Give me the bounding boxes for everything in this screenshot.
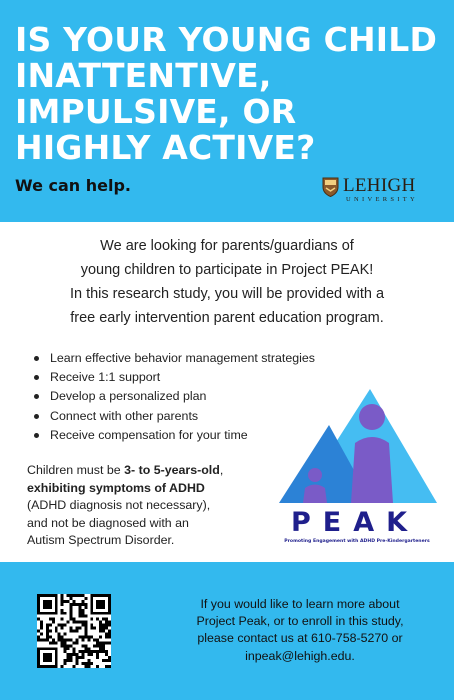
contact-email[interactable]: inpeak@lehigh.edu.	[245, 648, 355, 663]
lehigh-logo-subtitle: UNIVERSITY	[346, 196, 418, 203]
eligibility-prefix: Children must be	[27, 463, 125, 477]
contact-line: If you would like to learn more about	[200, 597, 400, 611]
headline-line: IS YOUR YOUNG CHILD	[15, 20, 438, 59]
qr-code-icon[interactable]	[37, 594, 111, 668]
benefits-list	[32, 349, 315, 445]
peak-tagline: Promoting Engagement with ADHD Pre-Kindergarteners	[284, 539, 430, 544]
headline-line: HIGHLY ACTIVE?	[15, 128, 316, 167]
child-figure-head	[308, 468, 322, 482]
lehigh-shield-icon	[322, 177, 339, 197]
contact-text	[160, 596, 440, 665]
lehigh-logo-name: LEHIGH	[343, 175, 416, 196]
eligibility-line: and not be diagnosed with an	[27, 515, 189, 530]
peak-logo	[277, 385, 437, 555]
eligibility-text	[27, 462, 267, 550]
eligibility-age: 3- to 5-years-old	[124, 463, 220, 477]
list-item: Receive compensation for your time	[32, 426, 315, 445]
intro-text	[0, 234, 454, 330]
list-item: Learn effective behavior management strategies	[32, 349, 315, 368]
eligibility-line	[27, 462, 267, 480]
intro-line: In this research study, you will be provided with a	[69, 286, 385, 302]
parent-figure-head	[359, 404, 385, 430]
headline	[15, 20, 438, 167]
contact-line: Project Peak, or to enroll in this study,	[196, 614, 404, 629]
eligibility-line: (ADHD diagnosis not necessary),	[27, 498, 211, 513]
intro-line: free early intervention parent education program.	[70, 310, 384, 326]
parent-figure-body	[351, 437, 393, 503]
eligibility-comma: ,	[219, 463, 224, 477]
list-item: Develop a personalized plan	[32, 387, 315, 406]
intro-line: young children to participate in Project PEAK!	[80, 262, 374, 278]
headline-line: IMPULSIVE, OR	[15, 92, 297, 131]
headline-line: INATTENTIVE,	[15, 56, 272, 95]
eligibility-line: Autism Spectrum Disorder.	[27, 533, 175, 548]
lehigh-logo	[322, 174, 442, 206]
peak-wordmark: PEAK	[290, 507, 420, 538]
intro-line: We are looking for parents/guardians of	[100, 238, 354, 254]
child-figure-body	[303, 485, 327, 504]
eligibility-symptoms: exhibiting symptoms of ADHD	[27, 480, 205, 495]
contact-line: please contact us at 610-758-5270 or	[197, 631, 403, 646]
list-item: Connect with other parents	[32, 407, 315, 426]
tagline: We can help.	[15, 176, 131, 195]
list-item: Receive 1:1 support	[32, 368, 315, 387]
header-band	[0, 0, 454, 222]
